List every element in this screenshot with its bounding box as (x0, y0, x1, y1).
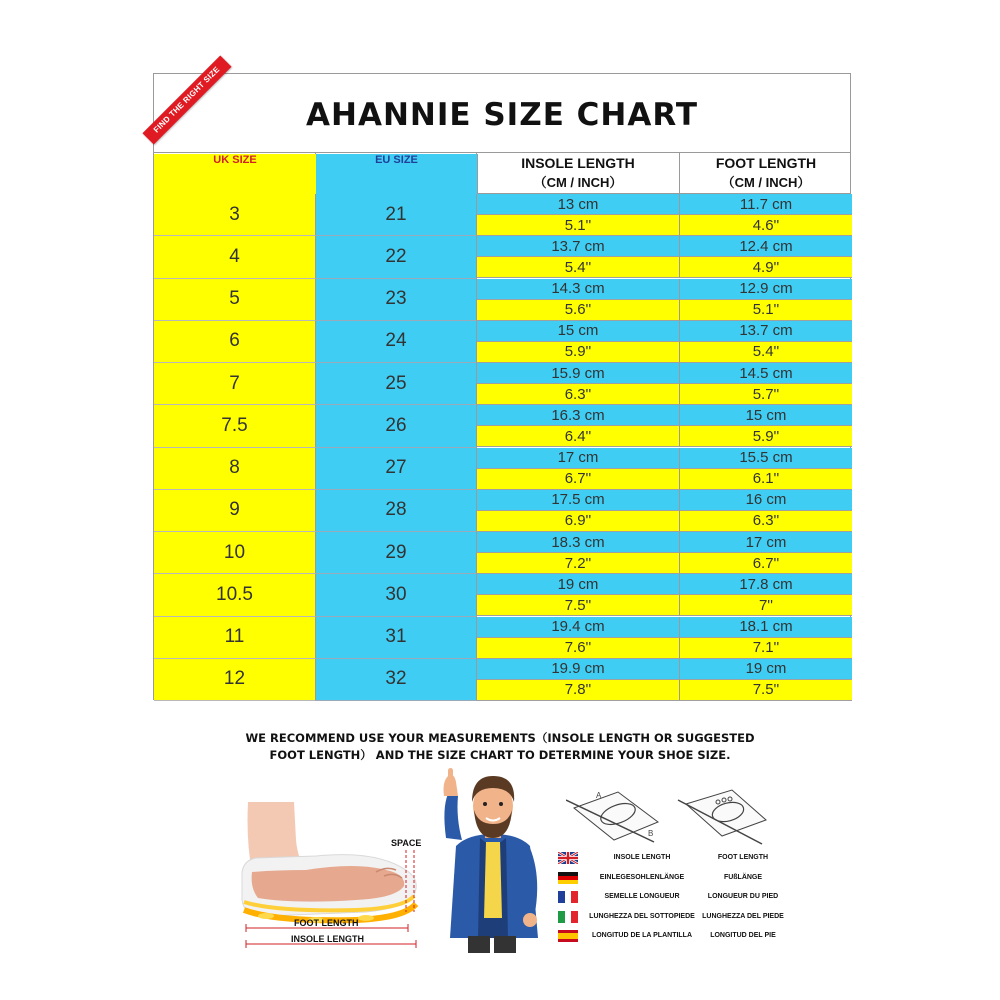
eu-size-cell: 26 (316, 405, 477, 447)
foot-length-unit: （CM / INCH） (721, 175, 811, 190)
table-row (154, 236, 850, 278)
insole-cm-cell: 17.5 cm (477, 490, 680, 511)
insole-inch-cell: 5.4'' (477, 257, 680, 278)
insole-inch-cell: 6.9'' (477, 511, 680, 532)
france-flag-icon (558, 891, 578, 903)
find-right-size-ribbon: FIND THE RIGHT SIZE (142, 55, 231, 144)
translation-foot: FUßLÄNGE (723, 873, 763, 881)
uk-size-cell: 10.5 (154, 574, 316, 616)
insole-inch-cell: 6.3'' (477, 384, 680, 405)
uk-flag-icon (558, 852, 578, 864)
insole-cm-cell: 19.9 cm (477, 659, 680, 680)
shirt (484, 842, 502, 918)
insole-cm-cell: 15 cm (477, 321, 680, 342)
eu-size-cell: 25 (316, 363, 477, 405)
eu-size-cell: 22 (316, 236, 477, 278)
eu-size-cell: 32 (316, 659, 477, 701)
insole-cm-cell: 13.7 cm (477, 236, 680, 257)
foot-cm-cell: 18.1 cm (680, 617, 852, 638)
insole-inch-cell: 6.7'' (477, 469, 680, 490)
foot-shape (252, 866, 405, 902)
insole-cm-cell: 13 cm (477, 194, 680, 215)
foot-inch-cell: 5.4'' (680, 342, 852, 363)
foot-inch-cell: 6.7'' (680, 553, 852, 574)
insole-length-title: INSOLE LENGTH (521, 155, 635, 171)
insole-cm-cell: 14.3 cm (477, 279, 680, 300)
table-header-row (154, 152, 850, 194)
translation-foot: LONGUEUR DU PIED (707, 893, 779, 900)
translation-row (558, 891, 788, 905)
table-row (154, 363, 850, 405)
uk-size-cell: 7 (154, 363, 316, 405)
man-pointing-illustration (438, 768, 548, 953)
italy-flag-icon (558, 911, 578, 923)
insole-length-header (477, 152, 680, 193)
uk-size-cell: 11 (154, 617, 316, 659)
table-row (154, 321, 850, 363)
uk-size-label: UK SIZE (154, 154, 317, 197)
uk-size-cell: 6 (154, 321, 316, 363)
eu-size-cell: 31 (316, 617, 477, 659)
foot-inch-cell: 4.6'' (680, 215, 852, 236)
insole-inch-cell: 7.8'' (477, 680, 680, 701)
foot-cm-cell: 17 cm (680, 532, 852, 553)
insole-inch-cell: 5.9'' (477, 342, 680, 363)
insole-length-label: INSOLE LENGTH (291, 934, 365, 944)
foot-inch-cell: 7'' (680, 595, 852, 616)
foot-cm-cell: 15 cm (680, 405, 852, 426)
translation-row (558, 911, 788, 925)
insole-cm-cell: 17 cm (477, 448, 680, 469)
table-row (154, 490, 850, 532)
uk-size-cell: 4 (154, 236, 316, 278)
foot-inch-cell: 5.9'' (680, 426, 852, 447)
foot-cm-cell: 17.8 cm (680, 574, 852, 595)
eu-size-cell: 21 (316, 194, 477, 236)
translation-foot: LUNGHEZZA DEL PIEDE (702, 912, 784, 920)
insole-inch-cell: 7.6'' (477, 638, 680, 659)
uk-size-cell: 3 (154, 194, 316, 236)
table-row (154, 574, 850, 616)
foot-cm-cell: 15.5 cm (680, 448, 852, 469)
table-row (154, 194, 850, 236)
insole-inch-cell: 5.6'' (477, 300, 680, 321)
translation-insole: INSOLE LENGTH (613, 854, 671, 861)
insole-length-unit: （CM / INCH） (533, 175, 623, 190)
table-row (154, 659, 850, 701)
foot-cm-cell: 19 cm (680, 659, 852, 680)
translation-insole: SEMELLE LONGUEUR (604, 893, 680, 900)
foot-cm-cell: 12.9 cm (680, 279, 852, 300)
foot-cm-cell: 14.5 cm (680, 363, 852, 384)
uk-size-cell: 10 (154, 532, 316, 574)
translation-row (558, 872, 788, 886)
foot-inch-cell: 6.3'' (680, 511, 852, 532)
germany-flag-icon (558, 872, 578, 884)
space-label: SPACE (391, 838, 422, 848)
eu-size-cell: 30 (316, 574, 477, 616)
uk-size-cell: 5 (154, 279, 316, 321)
foot-inch-cell: 5.1'' (680, 300, 852, 321)
table-row (154, 448, 850, 490)
size-chart-table (151, 64, 851, 700)
insole-cm-cell: 19 cm (477, 574, 680, 595)
foot-length-label: FOOT LENGTH (294, 918, 359, 928)
eu-size-cell: 27 (316, 448, 477, 490)
foot-inch-cell: 6.1'' (680, 469, 852, 490)
foot-cm-cell: 13.7 cm (680, 321, 852, 342)
title-bar (151, 64, 850, 153)
insole-cm-cell: 18.3 cm (477, 532, 680, 553)
foot-inch-cell: 7.5'' (680, 680, 852, 701)
chart-title: AHANNIE SIZE CHART (306, 97, 698, 133)
insole-inch-cell: 7.5'' (477, 595, 680, 616)
label-b: B (648, 829, 654, 838)
foot-inch-cell: 7.1'' (680, 638, 852, 659)
eu-size-cell: 23 (316, 279, 477, 321)
eu-size-label: EU SIZE (316, 154, 478, 197)
spain-flag-icon (558, 930, 578, 942)
foot-inch-cell: 4.9'' (680, 257, 852, 278)
eu-size-cell: 29 (316, 532, 477, 574)
table-row (154, 279, 850, 321)
foot-tracing-diagram (678, 790, 766, 844)
translation-foot: LONGITUD DEL PIE (710, 932, 776, 939)
label-a: A (596, 791, 602, 800)
shoe-measurement-illustration (236, 800, 436, 950)
translation-insole: EINLEGESOHLENLÄNGE (599, 873, 685, 881)
foot-inch-cell: 5.7'' (680, 384, 852, 405)
table-row (154, 405, 850, 447)
table-row (154, 617, 850, 659)
foot-cm-cell: 11.7 cm (680, 194, 852, 215)
translation-row (558, 930, 788, 944)
table-row (154, 532, 850, 574)
insole-inch-cell: 7.2'' (477, 553, 680, 574)
uk-size-cell: 9 (154, 490, 316, 532)
insole-cm-cell: 19.4 cm (477, 617, 680, 638)
insole-cm-cell: 16.3 cm (477, 405, 680, 426)
translation-row (558, 852, 788, 866)
foot-tracing-diagrams (566, 786, 776, 851)
recommendation-note: WE RECOMMEND USE YOUR MEASUREMENTS（INSOLE LENGTH OR SUGGESTED FOOT LENGTH） AND THE SIZE CHART TO DETERMINE YOUR SHOE SIZE. (245, 731, 755, 762)
eu-size-cell: 28 (316, 490, 477, 532)
translation-insole: LONGITUD DE LA PLANTILLA (591, 932, 693, 939)
uk-size-header (154, 152, 316, 193)
translation-insole: LUNGHEZZA DEL SOTTOPIEDE (589, 912, 695, 920)
eu-size-header (316, 152, 477, 193)
insole-inch-cell: 6.4'' (477, 426, 680, 447)
uk-size-cell: 8 (154, 448, 316, 490)
foot-length-header (680, 152, 852, 193)
insole-cm-cell: 15.9 cm (477, 363, 680, 384)
translation-foot: FOOT LENGTH (717, 854, 769, 861)
insole-tracing-diagram (566, 791, 658, 842)
foot-cm-cell: 16 cm (680, 490, 852, 511)
foot-length-title: FOOT LENGTH (715, 155, 817, 171)
insole-inch-cell: 5.1'' (477, 215, 680, 236)
foot-cm-cell: 12.4 cm (680, 236, 852, 257)
table-body (154, 194, 850, 701)
uk-size-cell: 7.5 (154, 405, 316, 447)
uk-size-cell: 12 (154, 659, 316, 701)
eu-size-cell: 24 (316, 321, 477, 363)
